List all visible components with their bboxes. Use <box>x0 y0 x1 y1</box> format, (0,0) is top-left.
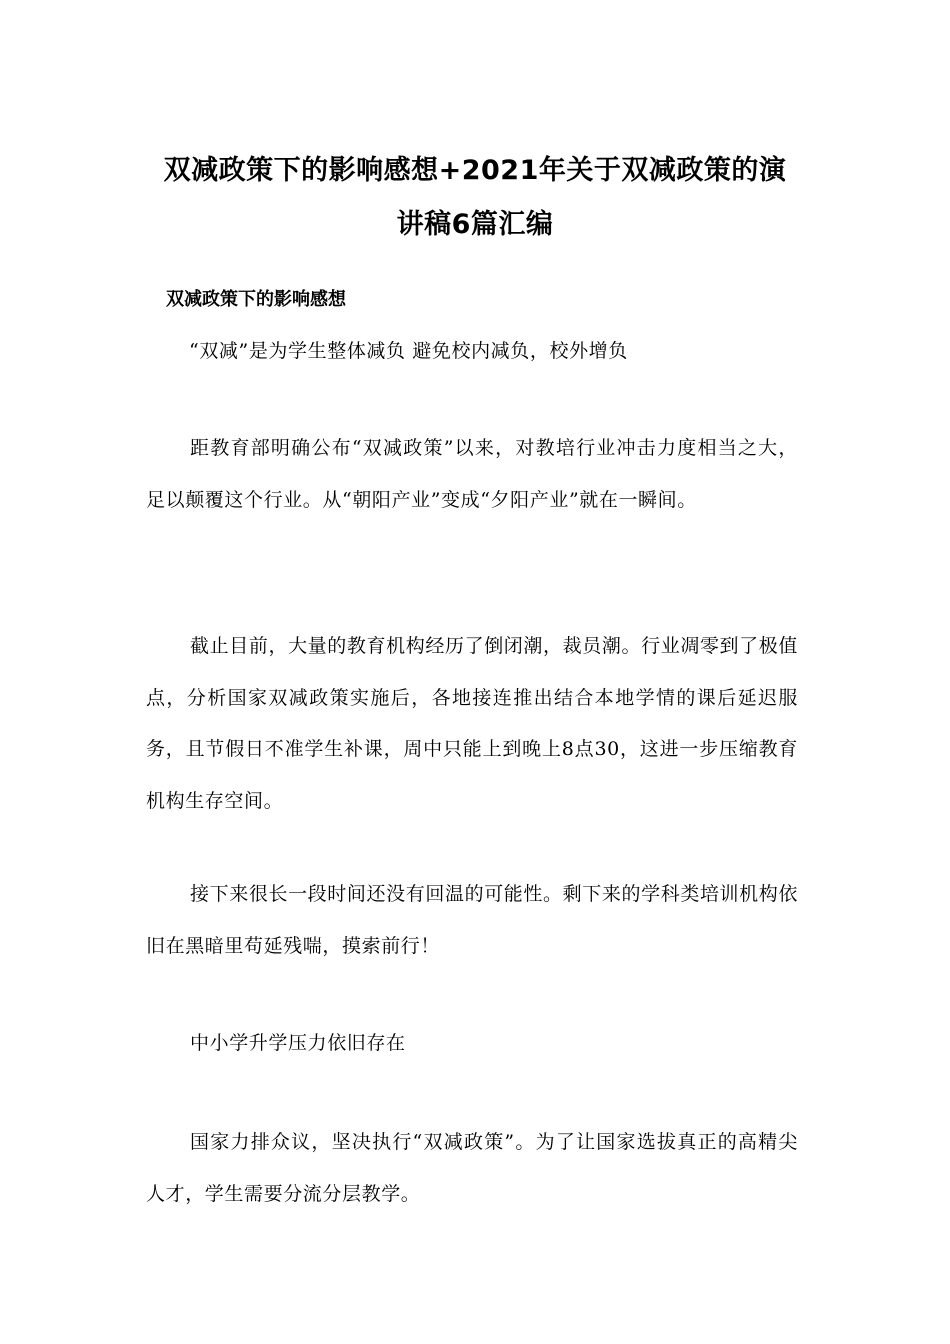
paragraph-4: 接下来很长一段时间还没有回温的可能性。剩下来的学科类培训机构依旧在黑暗里苟延残喘，摸索前行！ <box>146 883 798 957</box>
paragraph-6: 国家力排众议，坚决执行“双减政策”。为了让国家选拔真正的高精尖人才，学生需要分流分层教学。 <box>146 1131 798 1205</box>
paragraph-2: 距教育部明确公布“双减政策”以来，对教培行业冲击力度相当之大，足以颠覆这个行业。从“朝阳产业”变成“夕阳产业”就在一瞬间。 <box>146 437 798 511</box>
document-title-line-2: 讲稿6篇汇编 <box>396 209 554 241</box>
section-heading: 双减政策下的影响感想 <box>166 289 346 310</box>
document-title-line-1: 双减政策下的影响感想+2021年关于双减政策的演 <box>163 155 787 187</box>
paragraph-3: 截止目前，大量的教育机构经历了倒闭潮，裁员潮。行业凋零到了极值点，分析国家双减政策实施后，各地接连推出结合本地学情的课后延迟服务，且节假日不准学生补课，周中只能上到晚上8点30，这进一步压缩教育机构生存空间。 <box>146 635 798 812</box>
document-title <box>120 144 830 252</box>
paragraph-1: “双减”是为学生整体减负 避免校内减负，校外增负 <box>189 340 628 362</box>
paragraph-5: 中小学升学压力依旧存在 <box>190 1032 406 1054</box>
